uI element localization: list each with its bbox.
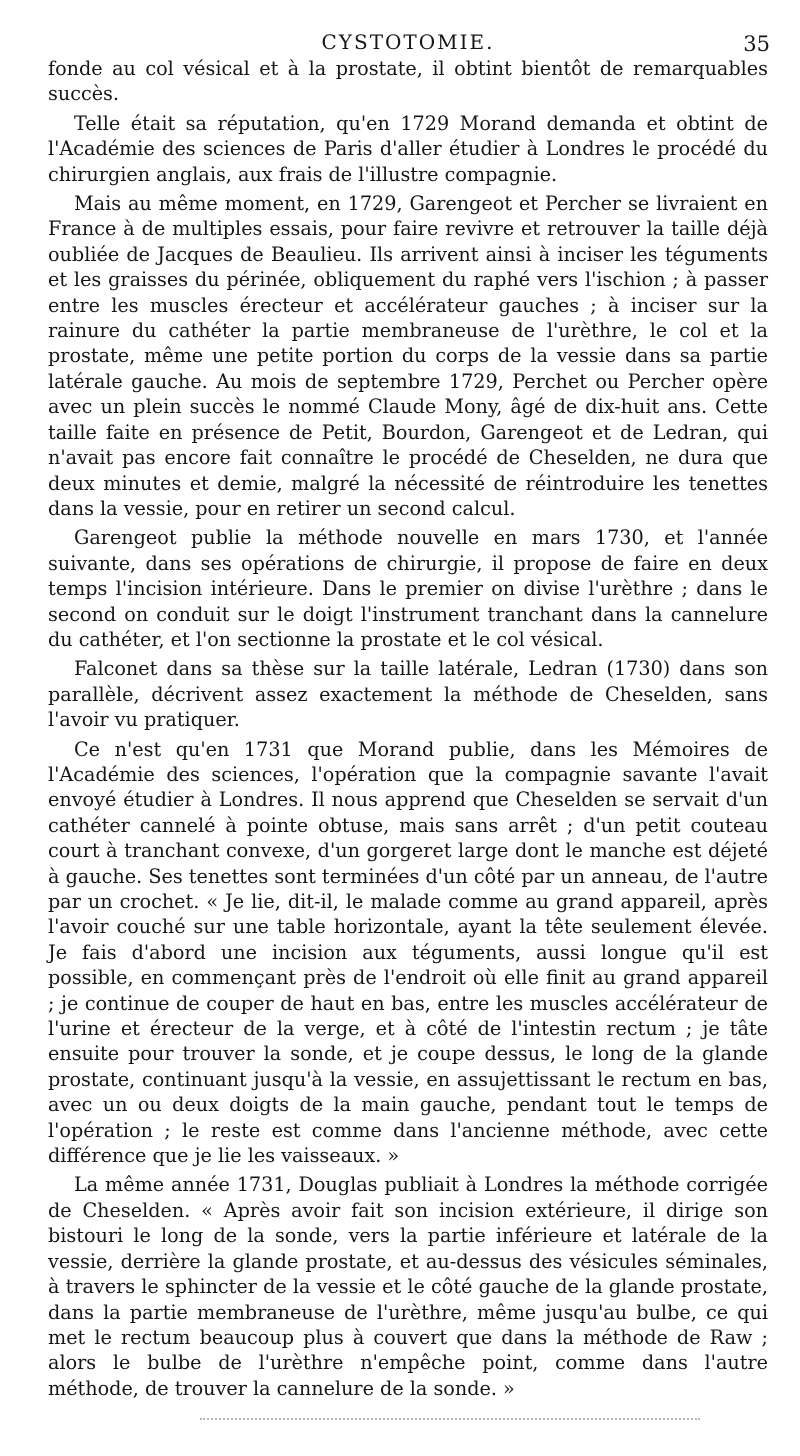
running-title: CYSTOTOMIE.: [321, 30, 495, 54]
running-header: [48, 28, 768, 56]
paragraph-garengeot-method: Garengeot publie la méthode nouvelle en mars 1730, et l'année suivante, dans ses opérations de chirurgie, il propose de faire en deux temps l'incision intérieure. Dans le premier on divise l'urèthre ; dans le second on conduit sur le doigt l'instrument tranchant dans la cannelure du cathéter, et l'on sectionne la prostate et le col vésical.: [48, 526, 768, 651]
paragraph-falconet-ledran: Falconet dans sa thèse sur la taille latérale, Ledran (1730) dans son parallèle, décrivent assez exactement la méthode de Cheselden, sans l'avoir vu pratiquer.: [48, 657, 768, 732]
page-number: 35: [743, 32, 770, 56]
paragraph-morand-memoires: Ce n'est qu'en 1731 que Morand publie, dans les Mémoires de l'Académie des sciences, l'opération que la compagnie savante l'avait envoyé étudier à Londres. Il nous apprend que Cheselden se servait d'un cathéter cannelé à pointe obtuse, mais sans arrêt ; d'un petit couteau court à tranchant convexe, d'un gorgeret large dont le manche est déjeté à gauche. Ses tenettes sont terminées d'un côté par un anneau, de l'autre par un crochet. « Je lie, dit-il, le malade comme au grand appareil, après l'avoir couché sur une table horizontale, ayant la tête seulement élevée. Je fais d'abord une incision aux téguments, aussi longue qu'il est possible, en commençant près de l'endroit où elle finit au grand appareil ; je continue de couper de haut en bas, entre les muscles accélérateur de l'urine et érecteur de la verge, et à côté de l'intestin rectum ; je tâte ensuite pour trouver la sonde, et je coupe dessus, le long de la glande prostate, continuant jusqu'à la vessie, en assujettissant le rectum en bas, avec un ou deux doigts de la main gauche, pendant tout le temps de l'opération ; le reste est comme dans l'ancienne méthode, avec cette différence que je lie les vaisseaux. »: [48, 737, 768, 1168]
paragraph-morand-reputation: Telle était sa réputation, qu'en 1729 Morand demanda et obtint de l'Académie des sciences de Paris d'aller étudier à Londres le procédé du chirurgien anglais, aux frais de l'illustre compagnie.: [48, 111, 768, 186]
body-text: [48, 56, 768, 1401]
book-page: [48, 28, 768, 1405]
paragraph-douglas: La même année 1731, Douglas publiait à Londres la méthode corrigée de Cheselden. « Après avoir fait son incision extérieure, il dirige son bistouri le long de la sonde, vers la partie inférieure et latérale de la vessie, derrière la glande prostate, et au-dessus des vésicules séminales, à travers le sphincter de la vessie et le côté gauche de la glande prostate, dans la partie membraneuse de l'urèthre, même jusqu'au bulbe, ce qui met le rectum beaucoup plus à couvert que dans la méthode de Raw ; alors le bulbe de l'urèthre n'empêche point, comme dans l'autre méthode, de trouver la cannelure de la sonde. »: [48, 1173, 768, 1400]
paragraph-garengeot-percher: Mais au même moment, en 1729, Garengeot et Percher se livraient en France à de multiples essais, pour faire revivre et retrouver la taille déjà oubliée de Jacques de Beaulieu. Ils arrivent ainsi à inciser les téguments et les graisses du périnée, obliquement du raphé vers l'ischion ; à passer entre les muscles érecteur et accélérateur gauches ; à inciser sur la rainure du cathéter la partie membraneuse de l'urèthre, le col et la prostate, même une petite portion du corps de la vessie dans sa partie latérale gauche. Au mois de septembre 1729, Perchet ou Percher opère avec un plein succès le nommé Claude Mony, âgé de dix-huit ans. Cette taille faite en présence de Petit, Bourdon, Garengeot et de Ledran, qui n'avait pas encore fait connaître le procédé de Cheselden, ne dura que deux minutes et demie, malgré la nécessité de réintroduire les tenettes dans la vessie, pour en retirer un second calcul.: [48, 192, 768, 520]
paragraph-continued: fonde au col vésical et à la prostate, il obtint bientôt de remarquables succès.: [48, 57, 768, 106]
footer-dotted-rule: [200, 1418, 700, 1421]
